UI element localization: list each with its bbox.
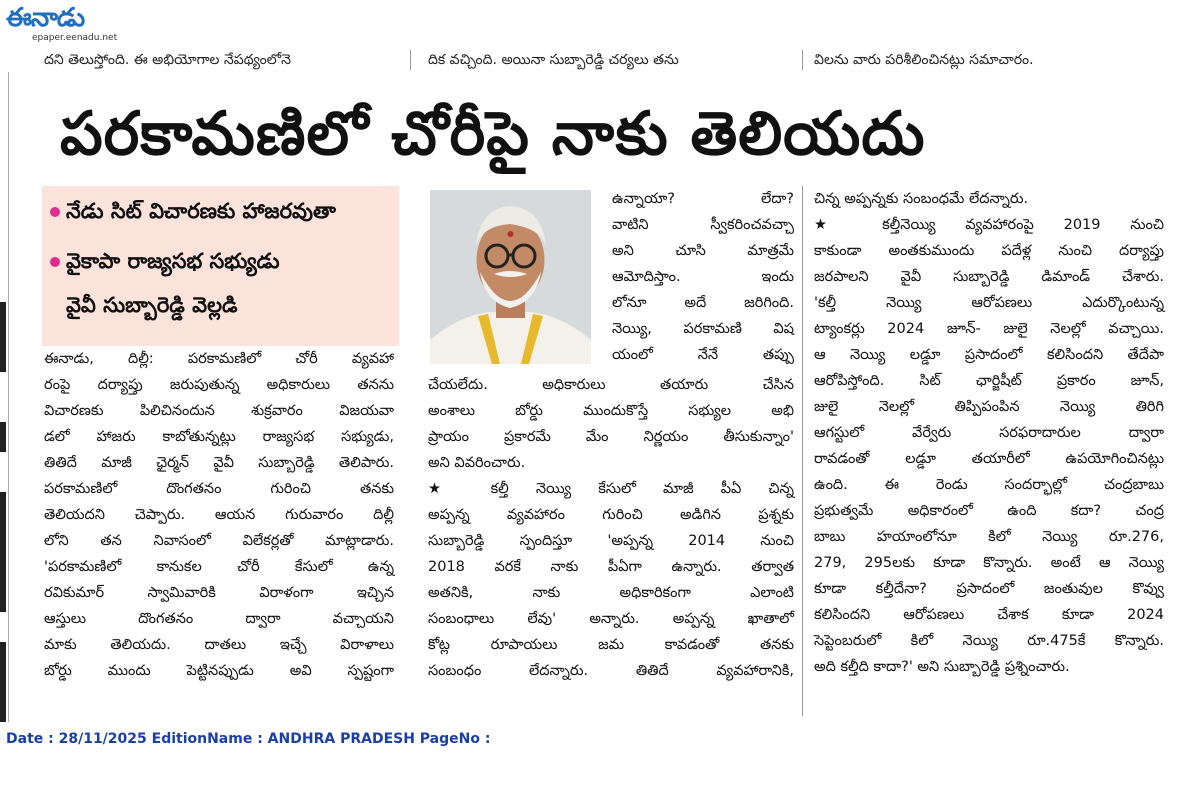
bullet-dot-icon	[50, 207, 60, 217]
body-line: వాటిని స్వీకరించవచ్చా	[612, 217, 794, 233]
column-divider	[802, 50, 803, 70]
body-line: బాబు హయాంలోనూ కిలో నెయ్యి రూ.276,	[814, 529, 1164, 545]
article-column-2-top	[612, 186, 794, 368]
body-line: అని చూసి మాత్రమే	[612, 243, 794, 259]
highlight-item: వైకాపా రాజ్యసభ సభ్యుడు	[50, 242, 280, 280]
body-line: 2018 వరకే నాకు పీఏగా ఉన్నారు. తర్వాత	[428, 559, 794, 575]
body-line: ఆస్తులు దొంగతనం ద్వారా వచ్చాయని	[44, 611, 394, 627]
highlights-box	[42, 186, 399, 346]
body-line: సంబంధాలు లేవు' అన్నారు. అప్పన్న ఖాతాలో	[428, 611, 794, 627]
top-snippet-left: దని తెలుస్తోంది. ఈ అభియోగాల నేపథ్యంలోనె	[44, 52, 291, 68]
highlight-item: వైవీ సుబ్బారెడ్డి వెల్లడి	[66, 293, 238, 317]
body-line: అని వివరించారు.	[428, 455, 526, 471]
person-portrait-icon	[430, 190, 591, 364]
adjacent-column-edge	[0, 72, 9, 722]
article-column-2-bottom	[428, 372, 794, 684]
body-line: డలో హాజరు కాబోతున్నట్లు రాజ్యసభ సభ్యుడు,	[44, 429, 394, 445]
body-line: సంబంధం లేదన్నారు. తితిదే వ్యవహారానికి,	[428, 663, 794, 679]
body-line: యంలో నేనే తప్పు	[612, 347, 794, 363]
logo-site: epaper.eenadu.net	[32, 33, 118, 43]
body-line: జులై నెలల్లో తిప్పిపంపిన నెయ్యి తిరిగి	[814, 399, 1164, 415]
top-snippet-right: విలను వారు పరిశీలించినట్లు సమాచారం.	[814, 52, 1034, 68]
body-line: ట్యాంకర్లు 2024 జూన్- జులై నెలల్లో వచ్చాయి.	[814, 321, 1164, 337]
body-line: సెప్టెంబరులో కిలో నెయ్యి రూ.475కే కొన్నారు.	[814, 633, 1164, 649]
body-line: బోర్డు ముందు పెట్టినప్పుడు అవి స్పష్టంగా	[44, 663, 394, 679]
eenadu-logo[interactable]	[6, 3, 117, 43]
logo-wordmark: ఈనాడు	[6, 3, 85, 33]
body-line: పరకామణిలో దొంగతనం గురించి తనకు	[44, 481, 394, 497]
body-line: కోట్ల రూపాయలు జమ కావడంతో తనకు	[428, 637, 794, 653]
body-line: తితిదే మాజీ ఛైర్మన్ వైవీ సుబ్బారెడ్డి తెలిపారు.	[44, 455, 394, 471]
article-column-1	[44, 346, 394, 684]
bullet-dot-icon	[50, 257, 60, 267]
body-line: రంపై దర్యాప్తు జరుపుతున్న అధికారులు తనను	[44, 377, 394, 393]
body-line: ఉన్నాయా? లేదా?	[612, 191, 794, 207]
body-line: లోని తన నివాసంలో విలేకర్లతో మాట్లాడారు.	[44, 533, 394, 549]
body-line: తెలియదని చెప్పారు. ఆయన గురువారం దిల్లీ	[44, 507, 394, 523]
body-line: లోనూ అదే జరిగింది.	[612, 295, 794, 311]
article-column-3	[814, 186, 1164, 680]
body-line: ప్రభుత్వమే అధికారంలో ఉంది కదా? చంద్ర	[814, 503, 1164, 519]
body-line: సుబ్బారెడ్డి స్పందిస్తూ 'అప్పన్న 2014 నుంచి	[428, 533, 794, 549]
edition-info: Date : 28/11/2025 EditionName : ANDHRA PRADESH PageNo :	[6, 731, 491, 747]
body-line: కూడా కల్తీదేనా? ప్రసాదంలో జంతువుల కొవ్వు	[814, 581, 1164, 597]
body-line: అప్పన్న వ్యవహారం గురించి అడిగిన ప్రశ్నకు	[428, 507, 794, 523]
body-line: రావడంతో లడ్డూ తయారీలో ఉపయోగించినట్లు	[814, 451, 1164, 467]
body-line: జరపాలని వైవీ సుబ్బారెడ్డి డిమాండ్ చేశారు.	[814, 269, 1164, 285]
body-line: 'కల్తీ నెయ్యి ఆరోపణలు ఎదుర్కొంటున్న	[814, 295, 1164, 311]
body-line: 279, 295లకు కూడా కొన్నారు. అంటే ఆ నెయ్యి	[814, 555, 1164, 571]
top-snippet-middle: దిక వచ్చింది. అయినా సుబ్బారెడ్డి చర్యలు తను	[428, 52, 679, 68]
highlight-item: నేడు సిట్ విచారణకు హాజరవుతా	[50, 192, 336, 230]
body-line: చేయలేదు. అధికారులు తయారు చేసిన	[428, 377, 794, 393]
body-line: అది కల్తీది కాదా?' అని సుబ్బారెడ్డి ప్రశ్నించారు.	[814, 659, 1070, 675]
body-line: ప్రాయం ప్రకారమే మేం నిర్ణయం తీసుకున్నాం'	[428, 429, 794, 445]
body-line: ఆగస్టులో వేర్వేరు సరఫరాదారుల ద్వారా	[814, 425, 1164, 441]
body-line: కలిసిందని ఆరోపణలు చేశాక కూడా 2024	[814, 607, 1164, 623]
body-line: ఉంది. ఈ రెండు సందర్భాల్లో చంద్రబాబు	[814, 477, 1164, 493]
column-divider	[410, 50, 411, 70]
body-line: ★ కల్తీనెయ్యి వ్యవహారంపై 2019 నుంచి	[814, 217, 1164, 233]
body-line: 'పరకామణిలో కానుకల చోరీ కేసులో ఉన్న	[44, 559, 394, 575]
body-line: ఆమోదిస్తాం. ఇందు	[612, 269, 794, 285]
body-line: విచారణకు పిలిచినందున శుక్రవారం విజయవా	[44, 403, 394, 419]
body-line: ఈనాడు, దిల్లీ: పరకామణిలో చోరీ వ్యవహా	[44, 351, 394, 367]
body-line: మాకు తెలియదు. దాతలు ఇచ్చే విరాళాలు	[44, 637, 394, 653]
body-line: రవికుమార్ స్వామివారికి విరాళంగా ఇచ్చిన	[44, 585, 394, 601]
portrait-photo	[430, 190, 591, 364]
headline: పరకామణిలో చోరీపై నాకు తెలియదు	[60, 99, 926, 169]
body-line: అంశాలు బోర్డు ముందుకొస్తే సభ్యుల అభి	[428, 403, 794, 419]
body-line: నెయ్యి, పరకామణి విష	[612, 321, 794, 337]
body-line: ★ కల్తీ నెయ్యి కేసులో మాజీ పీఏ చిన్న	[428, 481, 794, 497]
body-line: అతనికి, నాకు అధికారికంగా ఎలాంటి	[428, 585, 794, 601]
column-divider	[802, 186, 803, 716]
body-line: చిన్న అప్పన్నకు సంబంధమే లేదన్నారు.	[814, 191, 1029, 207]
body-line: ఆ నెయ్యి లడ్డూ ప్రసాదంలో కలిసిందని తేదేపా	[814, 347, 1164, 363]
body-line: కాకుండా అంతకుముందు పదేళ్ల నుంచి దర్యాప్తు	[814, 243, 1164, 259]
body-line: ఆరోపిస్తోంది. సిట్ ఛార్జిషీట్ ప్రకారం జూన్,	[814, 373, 1164, 389]
